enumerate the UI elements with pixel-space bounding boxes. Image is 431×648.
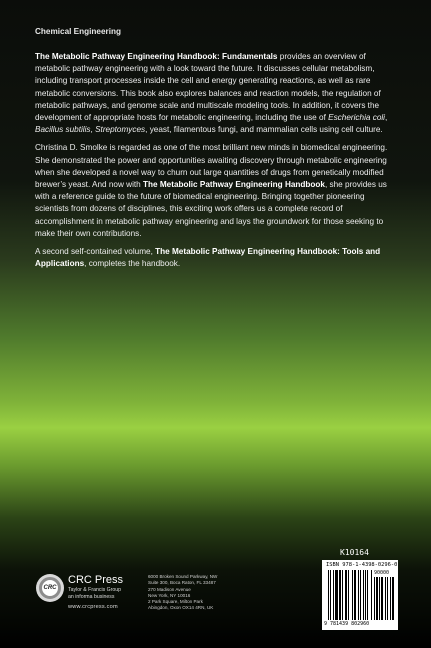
book-title: The Metabolic Pathway Engineering Handbook: Fundamentals — [35, 52, 278, 61]
text: , she provides us with a reference guide to the future of biomedical engineering. Bringing together pioneering scientists from dozens of disciplines, this exciting work offers us a complete record of accomplishment in metabolic pathway engineering and lays the groundwork for those seeking to make their own contributions. — [35, 180, 387, 238]
publisher-group-line: an informa business — [68, 594, 115, 600]
logo-mark: CRC — [39, 577, 61, 599]
description — [35, 51, 396, 276]
barcode-bar — [348, 570, 349, 620]
barcode-bar — [335, 570, 338, 620]
barcode-bar — [360, 570, 361, 620]
text: , completes the handbook. — [84, 259, 181, 269]
barcode-bar — [354, 570, 356, 620]
barcode-bar — [328, 570, 329, 620]
barcode-bar — [374, 577, 375, 620]
address-line: Abingdon, Oxon OX14 4RN, UK — [148, 605, 214, 611]
product-code: K10164 — [340, 548, 369, 557]
isbn-text: ISBN 978-1-4398-0296-0 — [326, 562, 398, 568]
text: , yeast, filamentous fungi, and mammalian cells using cell culture. — [145, 125, 383, 135]
barcode-bar — [363, 570, 364, 620]
paragraph-overview — [35, 51, 396, 136]
barcode-digits: 9 781439 802960 — [324, 621, 370, 627]
barcode-bar — [392, 577, 394, 620]
species-name: Bacillus subtilis — [35, 125, 91, 135]
price-code: 90000 — [374, 570, 390, 576]
address-line: New York, NY 10016 — [148, 592, 191, 598]
barcode-bar — [379, 577, 380, 620]
barcode-bar — [390, 577, 391, 620]
barcode-bar — [381, 577, 383, 620]
barcode-bar — [367, 570, 368, 620]
paragraph-companion — [35, 246, 396, 270]
barcode-bar — [352, 570, 353, 620]
barcode — [322, 560, 398, 630]
address-line: Suite 300, Boca Raton, FL 33487 — [148, 580, 216, 586]
barcode-bar — [371, 570, 372, 620]
barcode-bar — [330, 570, 331, 620]
publisher-group — [68, 587, 121, 601]
address-line: 6000 Broken Sound Parkway, NW — [148, 574, 218, 579]
text: Christina D. Smolke is regarded as one of the most brilliant new minds in biomedical engineering. She demonstrated the power and opportunities awaiting discovery through metabolic engineering when she developed a novel way to churn out large quantities of drugs from genetically modified brewer’s yeast. And now with — [35, 143, 388, 190]
address-line: 2 Park Square, Milton Park — [148, 599, 203, 605]
barcode-bar — [376, 577, 378, 620]
barcode-bar — [333, 570, 334, 620]
paragraph-editor — [35, 142, 396, 240]
barcode-bar — [358, 570, 359, 620]
barcode-bar — [345, 570, 347, 620]
publisher-group-line: Taylor & Francis Group — [68, 587, 122, 593]
crc-logo-icon — [36, 574, 64, 602]
barcode-bar — [387, 577, 388, 620]
species-name: Escherichia coli — [328, 113, 386, 123]
text: provides an overview of metabolic pathway engineering with a look toward the future. It discusses cellular metabolism, including transport processes inside the cell and energy generating reactions, as well as rare metabolic conversions. This book also explores balances and reaction models, the regulation of metabolic pathways, and genome scale and multiscale modeling tools. In addition, it covers the development of appropriate hosts for metabolic engineering, including the use of — [35, 52, 381, 123]
publisher-name: CRC Press — [68, 574, 124, 586]
publisher-url: www.crcpress.com — [68, 604, 118, 610]
text: A second self-contained volume, — [35, 247, 156, 257]
category-label: Chemical Engineering — [35, 27, 121, 36]
species-name: Streptomyces — [95, 125, 146, 135]
book-title: The Metabolic Pathway Engineering Handbook — [143, 180, 325, 190]
publisher-address — [148, 574, 217, 612]
text: , — [385, 113, 388, 123]
barcode-bar — [385, 577, 386, 620]
barcode-bar — [365, 570, 366, 620]
book-title: The Metabolic Pathway Engineering Handbook: Tools and Applications — [35, 247, 381, 269]
barcode-bars — [328, 570, 372, 620]
address-line: 270 Madison Avenue — [148, 586, 191, 592]
barcode-addon-bars — [374, 577, 394, 620]
text: , — [90, 125, 96, 135]
barcode-bar — [342, 570, 343, 620]
barcode-bar — [339, 570, 341, 620]
